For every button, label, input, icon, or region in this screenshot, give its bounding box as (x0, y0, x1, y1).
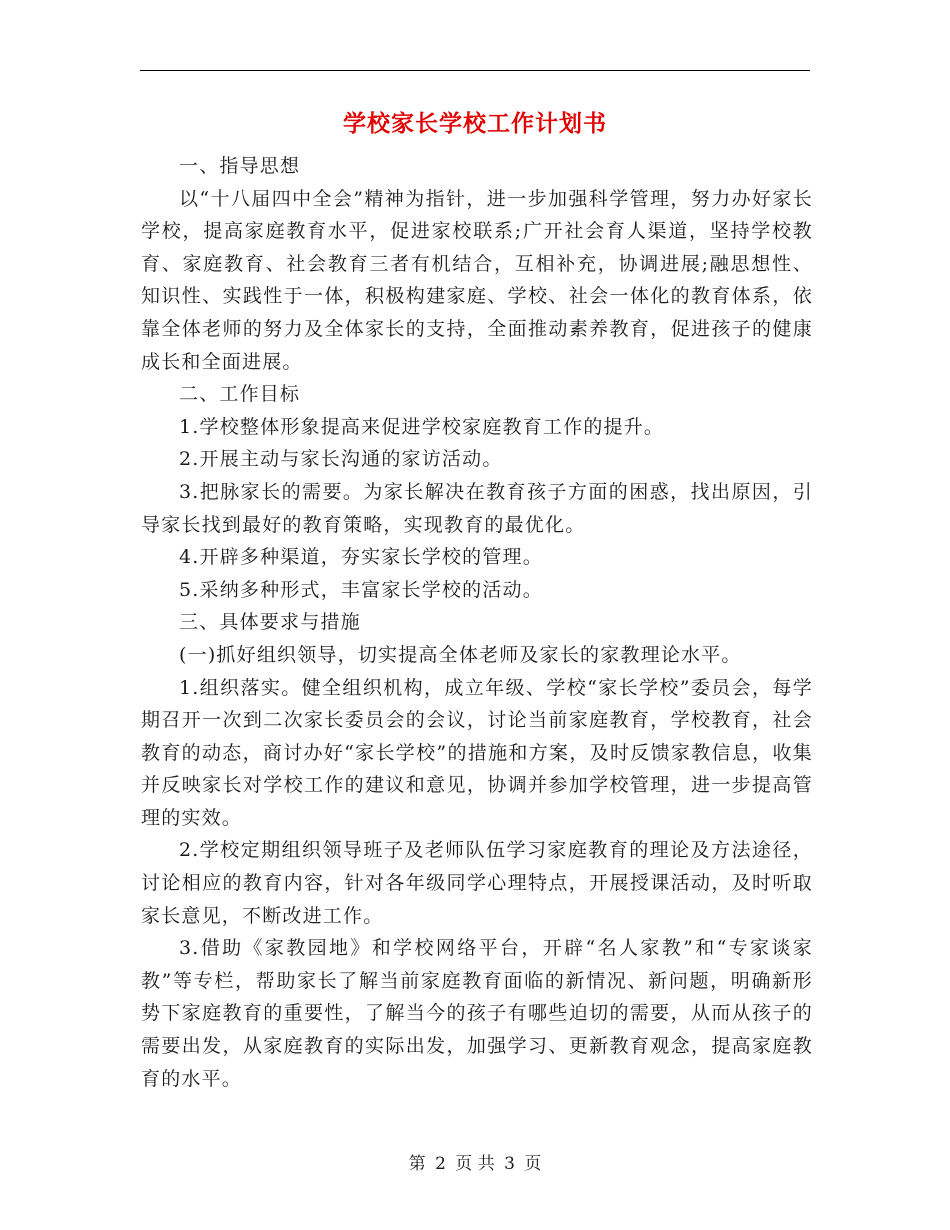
paragraph: 以“十八届四中全会”精神为指针，进一步加强科学管理，努力办好家长学校，提高家庭教育水平，促进家校联系;广开社会育人渠道，坚持学校教育、家庭教育、社会教育三者有机结合，互相补充，协调进展;融思想性、知识性、实践性于一体，积极构建家庭、学校、社会一体化的教育体系，依靠全体老师的努力及全体家长的支持，全面推动素养教育，促进孩子的健康成长和全面进展。 (141, 187, 813, 373)
list-item: 5.采纳多种形式，丰富家长学校的活动。 (179, 578, 543, 601)
subsection-heading: (一)抓好组织领导，切实提高全体老师及家长的家教理论水平。 (179, 643, 742, 666)
header-rule (140, 70, 810, 71)
page-footer (0, 1152, 950, 1176)
section-heading: 二、工作目标 (179, 383, 301, 406)
list-item: 1.组织落实。健全组织机构，成立年级、学校“家长学校”委员会，每学期召开一次到二次家长委员会的会议，讨论当前家庭教育，学校教育，社会教育的动态，商讨办好“家长学校”的措施和方案，及时反馈家教信息，收集并反映家长对学校工作的建议和意见，协调并参加学校管理，进一步提高管理的实效。 (141, 676, 813, 829)
document-title: 学校家长学校工作计划书 (343, 110, 607, 137)
section-heading: 三、具体要求与措施 (179, 611, 361, 634)
footer-total-pages: 3 (504, 1154, 515, 1174)
list-item: 4.开辟多种渠道，夯实家长学校的管理。 (179, 546, 543, 569)
list-item: 3.借助《家教园地》和学校网络平台，开辟“名人家教”和“专家谈家教”等专栏，帮助家长了解当前家庭教育面临的新情况、新问题，明确新形势下家庭教育的重要性，了解当今的孩子有哪些迫切的需要，从而从孩子的需要出发，从家庭教育的实际出发，加强学习、更新教育观念，提高家庭教育的水平。 (141, 937, 813, 1090)
footer-current-page: 2 (435, 1154, 446, 1174)
footer-prefix: 第 (408, 1154, 426, 1174)
footer-middle: 页 共 (455, 1154, 495, 1174)
footer-suffix: 页 (524, 1154, 542, 1174)
list-item: 2.开展主动与家长沟通的家访活动。 (179, 448, 503, 471)
list-item: 1.学校整体形象提高来促进学校家庭教育工作的提升。 (179, 415, 665, 438)
document-body (141, 150, 813, 1095)
list-item: 3.把脉家长的需要。为家长解决在教育孩子方面的困惑，找出原因，引导家长找到最好的教育策略，实现教育的最优化。 (141, 480, 813, 536)
section-heading: 一、指导思想 (179, 155, 301, 177)
list-item: 2.学校定期组织领导班子及老师队伍学习家庭教育的理论及方法途径，讨论相应的教育内容，针对各年级同学心理特点，开展授课活动，及时听取家长意见，不断改进工作。 (141, 839, 813, 927)
